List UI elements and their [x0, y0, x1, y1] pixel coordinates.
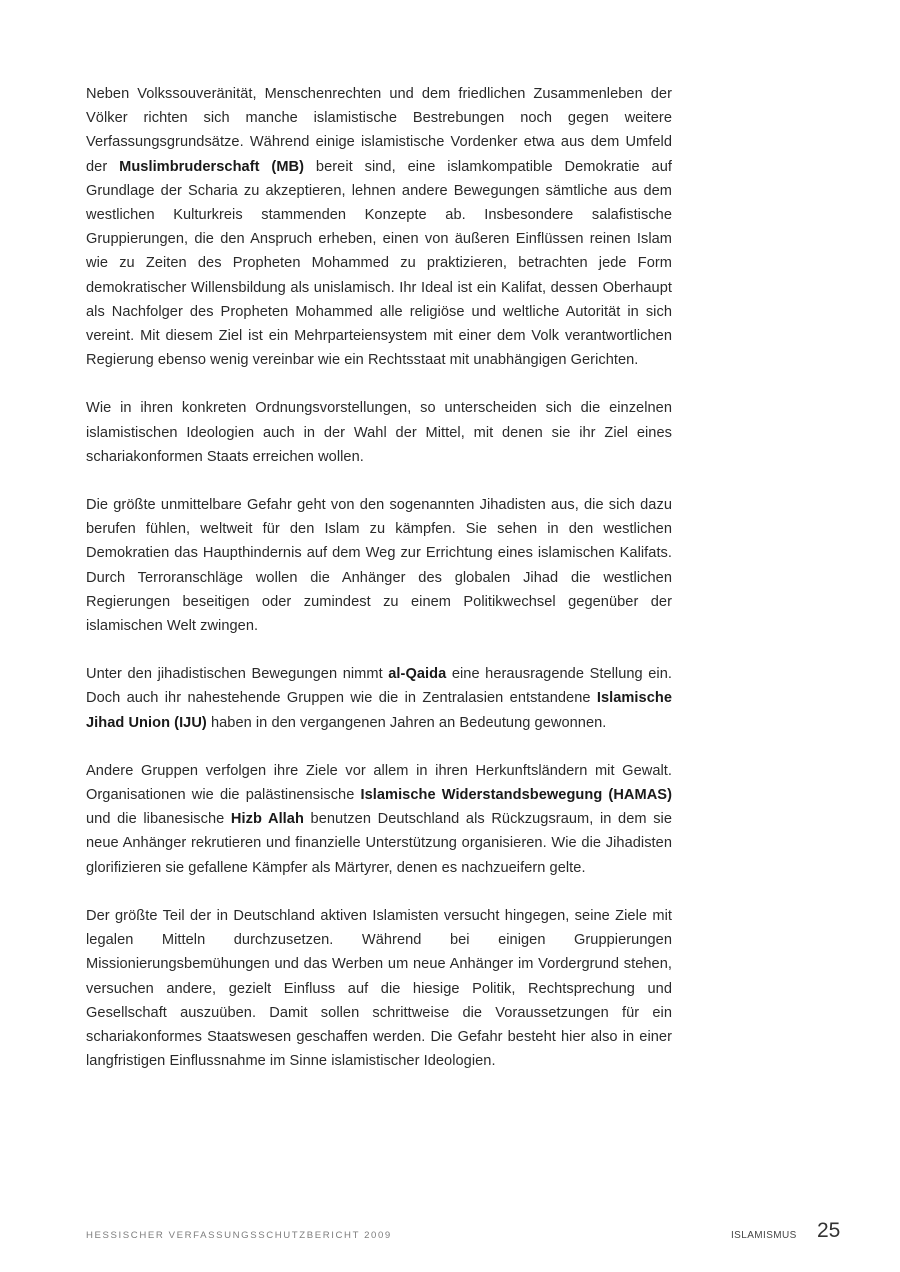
text-run: Neben Volkssouveränität, Menschenrechten und dem friedlichen Zusammenleben der Völker richten sich manche islamistische Bestrebungen noch gegen weitere Verfassungsgrundsätze. Während einige islamistische Vordenker etwa aus dem Umfeld der [86, 86, 672, 175]
text-run: benutzen Deutschland als Rückzugsraum, in dem sie neue Anhänger rekrutieren und finanzielle Unterstützung organisieren. Wie die Jihadisten glorifizieren sie gefallene Kämpfer als Märtyrer, denen es nachzueifern gelte. [86, 811, 673, 876]
text-run: und die libanesische [86, 811, 231, 828]
paragraph-4 [86, 662, 672, 735]
text-run: Unter den jihadistischen Bewegungen nimmt [86, 666, 389, 683]
body-text [86, 82, 672, 1097]
page-number: 25 [817, 1219, 841, 1242]
term-al-qaida: al-Qaida [388, 666, 447, 683]
term-muslimbruderschaft: Muslimbruderschaft (MB) [119, 158, 305, 175]
paragraph-5 [86, 759, 672, 880]
text-run: haben in den vergangenen Jahren an Bedeutung gewonnen. [206, 714, 607, 731]
footer-publication-title: HESSISCHER VERFASSUNGSSCHUTZBERICHT 2009 [86, 1230, 392, 1241]
paragraph-6 [86, 904, 672, 1073]
text-run: bereit sind, eine islamkompatible Demokratie auf Grundlage der Scharia zu akzeptieren, lehnen andere Bewegungen sämtliche aus dem westlichen Kulturkreis stammenden Konzepte ab. Insbesondere salafistische Gruppierungen, die den Anspruch erheben, einen von äußeren Einflüssen reinen Islam wie zu Zeiten des Propheten Mohammed zu praktizieren, betrachten jede Form demokratischer Willensbildung als unislamisch. Ihr Ideal ist ein Kalifat, dessen Oberhaupt als Nachfolger des Propheten Mohammed alle religiöse und weltliche Autorität in sich vereint. Mit diesem Ziel ist ein Mehrparteiensystem mit einer dem Volk verantwortlichen Regierung ebenso wenig vereinbar wie ein Rechtsstaat mit unabhängigen Gerichten. [86, 158, 672, 369]
text-run: Andere Gruppen verfolgen ihre Ziele vor allem in ihren Herkunftsländern mit Gewalt. Organisationen wie die palästinensische [86, 762, 672, 804]
paragraph-3 [86, 493, 672, 638]
paragraph-2 [86, 396, 672, 469]
term-hamas: Islamische Widerstandsbewegung (HAMAS) [360, 787, 672, 804]
footer-section-label: ISLAMISMUS [731, 1230, 797, 1241]
term-hizb-allah: Hizb Allah [230, 811, 304, 828]
text-run: Die größte unmittelbare Gefahr geht von den sogenannten Jihadisten aus, die sich dazu berufen fühlen, weltweit für den Islam zu kämpfen. Sie sehen in den westlichen Demokratien das Haupthindernis auf dem Weg zur Errichtung eines islamischen Kalifats. Durch Terroranschläge wollen die Anhänger des globalen Jihad die westlichen Regierungen beseitigen oder zumindest zu einem Politikwechsel gegenüber der islamischen Welt zwingen. [86, 497, 672, 635]
text-run: Der größte Teil der in Deutschland aktiven Islamisten versucht hingegen, seine Ziele mit legalen Mitteln durchzusetzen. Während bei einigen Gruppierungen Missionierungsbemühungen und das Werben um neue Anhänger im Vordergrund stehen, versuchen andere, gezielt Einfluss auf die hiesige Politik, Rechtsprechung und Gesellschaft auszuüben. Damit sollen schrittweise die Voraussetzungen für ein schariakonformes Staatswesen geschaffen werden. Die Gefahr besteht hier also in einer langfristigen Einflussnahme im Sinne islamistischer Ideologien. [86, 907, 672, 1070]
text-run: Wie in ihren konkreten Ordnungsvorstellungen, so unterscheiden sich die einzelnen islamistischen Ideologien auch in der Wahl der Mittel, mit denen sie ihr Ziel eines schariakonformen Staats erreichen wollen. [86, 400, 672, 465]
text-run: eine herausragende Stellung ein. Doch auch ihr nahestehende Gruppen wie die in Zentralasien entstandene [86, 666, 672, 707]
term-iju: Islamische Jihad Union (IJU) [86, 690, 672, 731]
paragraph-1 [86, 82, 672, 372]
